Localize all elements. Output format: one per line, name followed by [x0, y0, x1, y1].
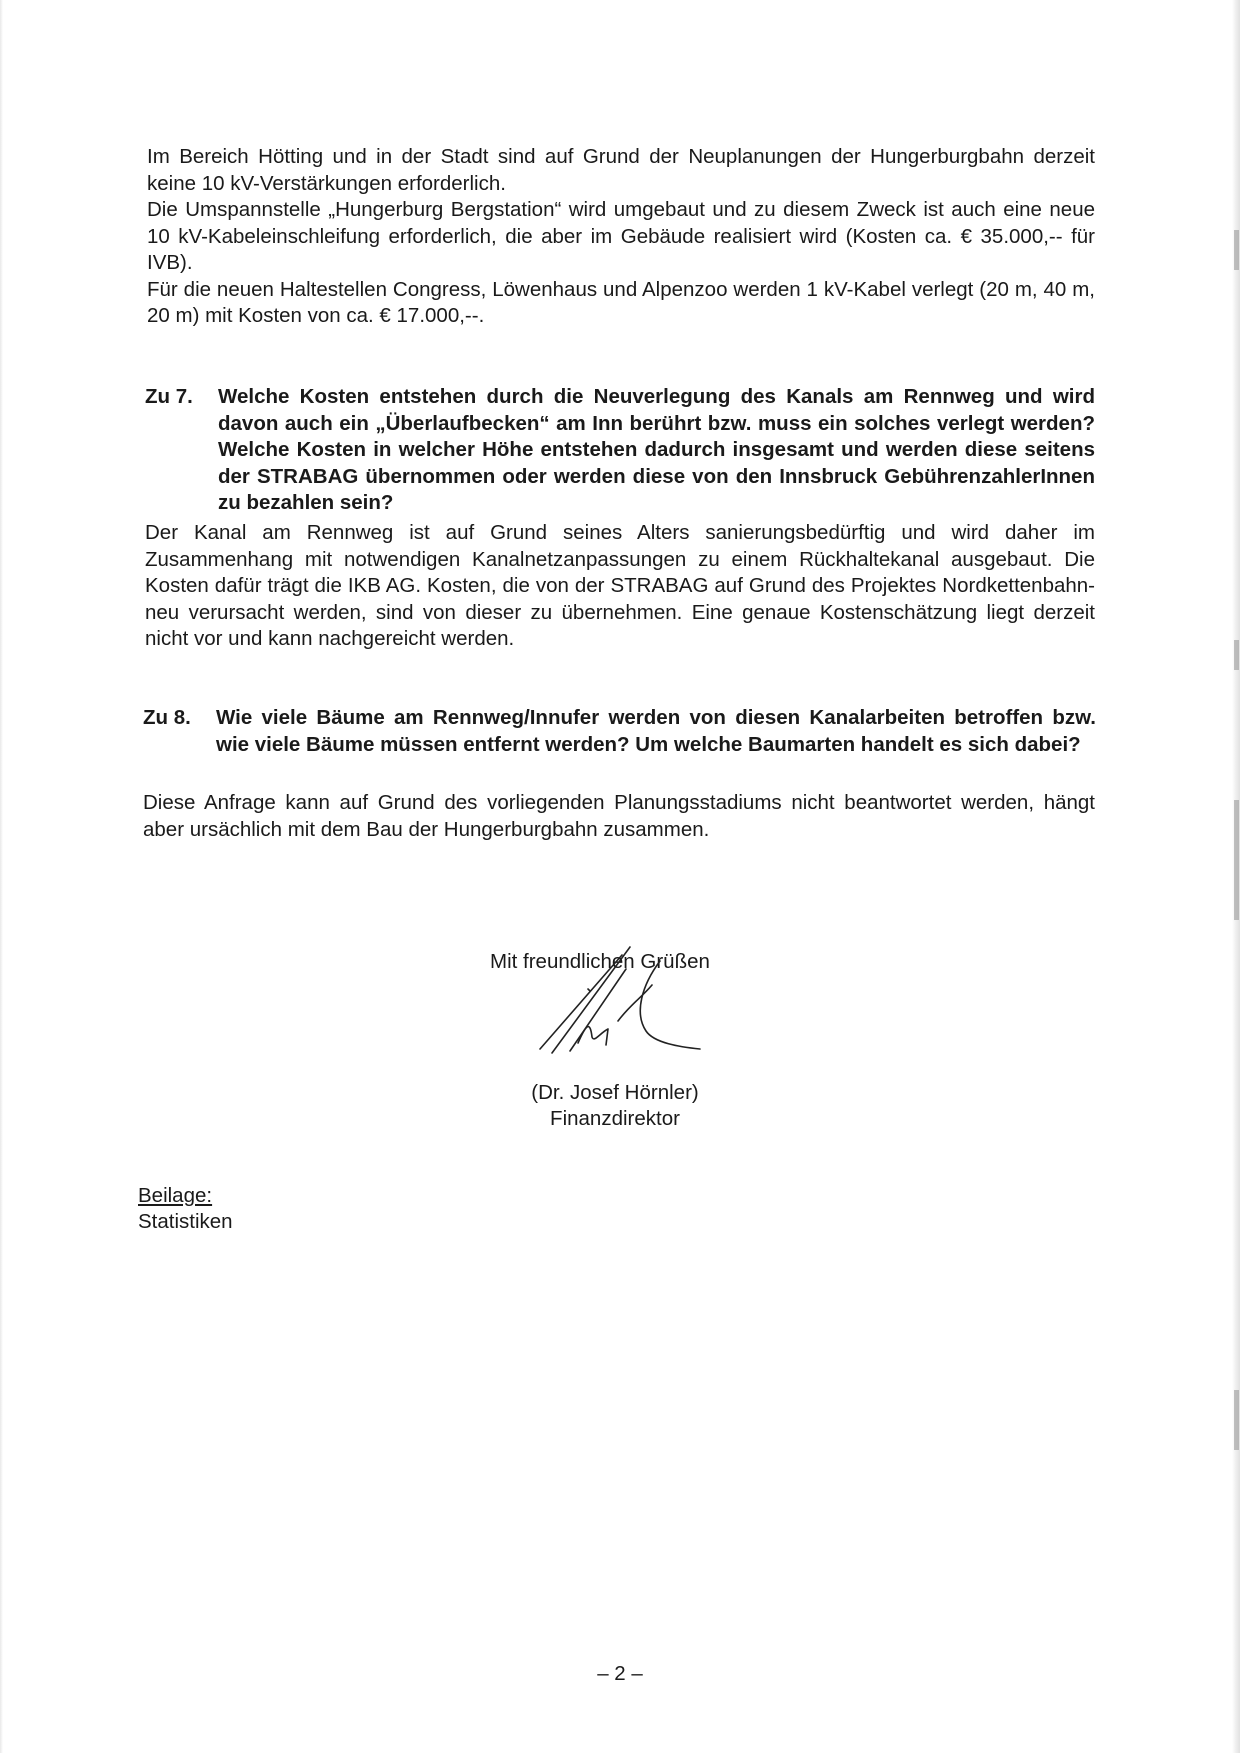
- signer-block: [500, 1080, 730, 1132]
- enclosure-item: Statistiken: [138, 1210, 233, 1233]
- scan-mark: [1234, 640, 1239, 670]
- scan-mark: [1234, 230, 1239, 270]
- intro-line: Im Bereich Hötting und in der Stadt sind auf Grund der Neuplanungen der Hungerburgbahn derzeit keine 10 kV-Verstärkungen erforderlich.: [147, 145, 1095, 195]
- scan-edge-left: [0, 0, 3, 1753]
- question-label: Zu 7.: [145, 385, 193, 408]
- closing-greeting: Mit freundlichen Grüßen: [490, 950, 710, 973]
- handwritten-signature: [530, 925, 760, 1065]
- question-7: [145, 384, 1095, 519]
- scan-mark: [1234, 1390, 1239, 1450]
- answer-8: Diese Anfrage kann auf Grund des vorliegenden Planungsstadiums nicht beantwortet werden, hängt aber ursächlich mit dem Bau der Hungerburgbahn zusammen.: [143, 791, 1095, 841]
- question-label: Zu 8.: [143, 706, 191, 729]
- intro-line: Die Umspannstelle „Hungerburg Bergstation“ wird umgebaut und zu diesem Zweck ist auch eine neue 10 kV-Kabeleinschleifung erforderlich, die aber im Gebäude realisiert wird (Kosten ca. € 35.000,-- für IVB).: [147, 198, 1095, 274]
- enclosure-label: Beilage:: [138, 1184, 213, 1207]
- page-number: – 2 –: [597, 1662, 643, 1685]
- question-text: Welche Kosten entstehen durch die Neuverlegung des Kanals am Rennweg und wird davon auch ein „Überlaufbecken“ am Inn berührt bzw. muss ein solches verlegt werden? Welche Kosten in welcher Höhe entstehen dadurch insgesamt und werden diese seitens der STRABAG übernommen oder werden diese von den Innsbruck GebührenzahlerInnen zu bezahlen sein?: [218, 385, 1095, 514]
- signer-name: (Dr. Josef Hörnler): [531, 1081, 699, 1104]
- answer-7: Der Kanal am Rennweg ist auf Grund seines Alters sanierungsbedürftig und wird daher im Zusammenhang mit notwendigen Kanalnetzanpassungen zu einem Rückhaltekanal ausgebaut. Die Kosten dafür trägt die IKB AG. Kosten, die von der STRABAG auf Grund des Projektes Nordkettenbahn-neu verursacht werden, sind von dieser zu übernehmen. Eine genaue Kostenschätzung liegt derzeit nicht vor und kann nachgereicht werden.: [145, 521, 1095, 650]
- scan-mark: [1234, 800, 1239, 920]
- enclosure-block: [138, 1183, 233, 1235]
- question-text: Wie viele Bäume am Rennweg/Innufer werden von diesen Kanalarbeiten betroffen bzw. wie viele Bäume müssen entfernt werden? Um welche Baumarten handelt es sich dabei?: [216, 706, 1096, 756]
- intro-paragraph: [147, 144, 1095, 330]
- question-8: [143, 705, 1095, 785]
- intro-line: Für die neuen Haltestellen Congress, Löwenhaus und Alpenzoo werden 1 kV-Kabel verlegt (20 m, 40 m, 20 m) mit Kosten von ca. € 17.000,--.: [147, 277, 1095, 327]
- signer-title: Finanzdirektor: [550, 1107, 680, 1130]
